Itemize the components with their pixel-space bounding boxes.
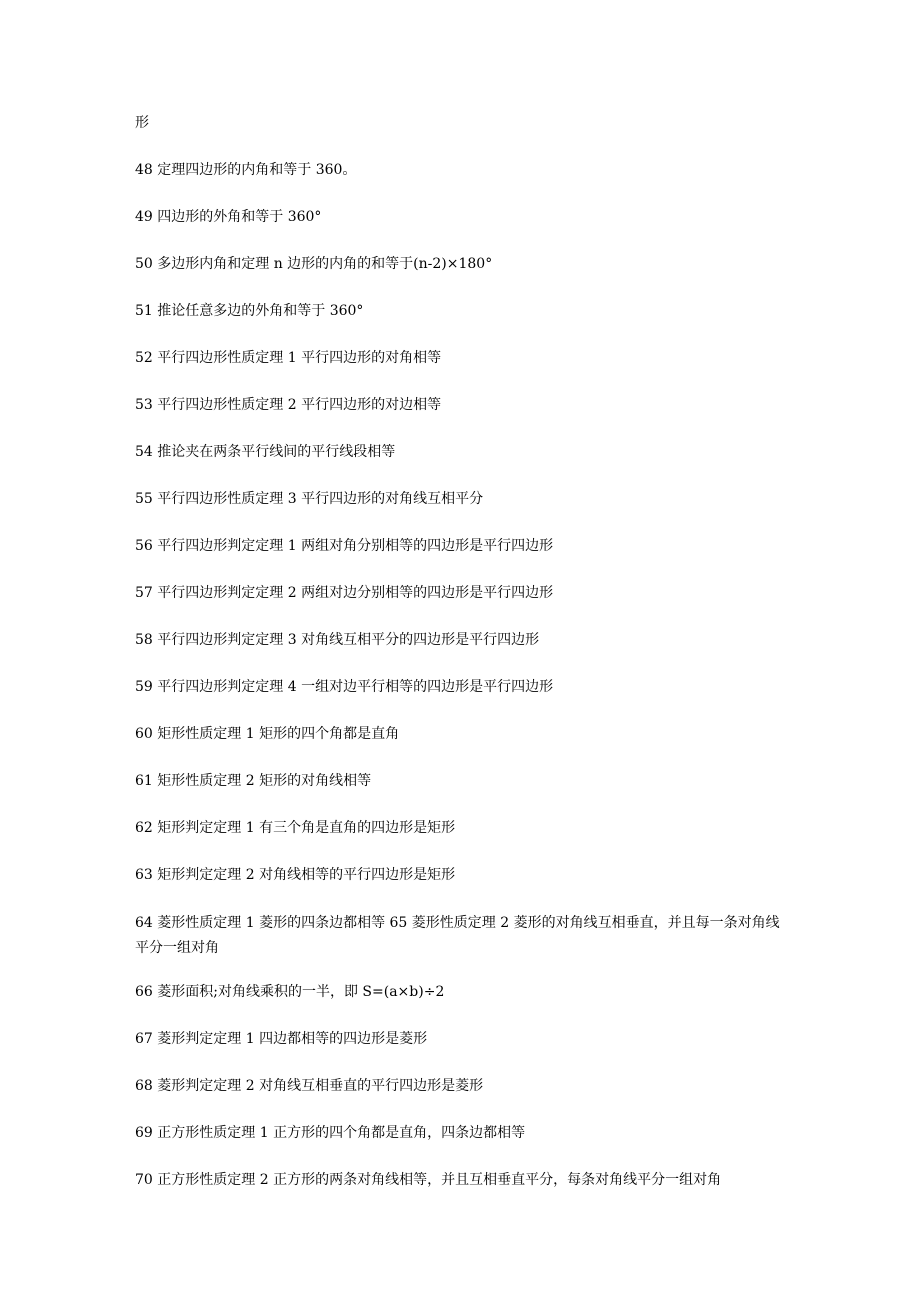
theorem-57: 57 平行四边形判定定理 2 两组对边分别相等的四边形是平行四边形 <box>135 585 554 601</box>
theorem-63: 63 矩形判定定理 2 对角线相等的平行四边形是矩形 <box>135 867 456 883</box>
theorem-53: 53 平行四边形性质定理 2 平行四边形的对边相等 <box>135 397 442 413</box>
theorem-62: 62 矩形判定定理 1 有三个角是直角的四边形是矩形 <box>135 820 456 836</box>
theorem-61: 61 矩形性质定理 2 矩形的对角线相等 <box>135 773 372 789</box>
theorem-70: 70 正方形性质定理 2 正方形的两条对角线相等，并且互相垂直平分，每条对角线平分一组对角 <box>135 1172 722 1188</box>
theorem-51: 51 推论任意多边的外角和等于 360° <box>135 303 364 319</box>
theorem-67: 67 菱形判定定理 1 四边都相等的四边形是菱形 <box>135 1031 428 1047</box>
theorem-58: 58 平行四边形判定定理 3 对角线互相平分的四边形是平行四边形 <box>135 632 540 648</box>
theorem-66: 66 菱形面积;对角线乘积的一半，即 S=(a×b)÷2 <box>135 984 445 1000</box>
document-page <box>135 112 785 1216</box>
theorem-54: 54 推论夹在两条平行线间的平行线段相等 <box>135 444 396 460</box>
theorem-69: 69 正方形性质定理 1 正方形的四个角都是直角，四条边都相等 <box>135 1125 526 1141</box>
theorem-48: 48 定理四边形的内角和等于 360。 <box>135 162 357 178</box>
theorem-56: 56 平行四边形判定定理 1 两组对角分别相等的四边形是平行四边形 <box>135 538 554 554</box>
theorem-60: 60 矩形性质定理 1 矩形的四个角都是直角 <box>135 726 400 742</box>
theorem-64-65: 64 菱形性质定理 1 菱形的四条边都相等 65 菱形性质定理 2 菱形的对角线互相垂直，并且每一条对角线平分一组对角 <box>135 915 780 956</box>
theorem-68: 68 菱形判定定理 2 对角线互相垂直的平行四边形是菱形 <box>135 1078 484 1094</box>
theorem-52: 52 平行四边形性质定理 1 平行四边形的对角相等 <box>135 350 442 366</box>
theorem-49: 49 四边形的外角和等于 360° <box>135 209 322 225</box>
theorem-59: 59 平行四边形判定定理 4 一组对边平行相等的四边形是平行四边形 <box>135 679 554 695</box>
theorem-55: 55 平行四边形性质定理 3 平行四边形的对角线互相平分 <box>135 491 484 507</box>
theorem-50: 50 多边形内角和定理 n 边形的内角的和等于(n-2)×180° <box>135 256 493 272</box>
text-line-continuation: 形 <box>135 115 149 131</box>
